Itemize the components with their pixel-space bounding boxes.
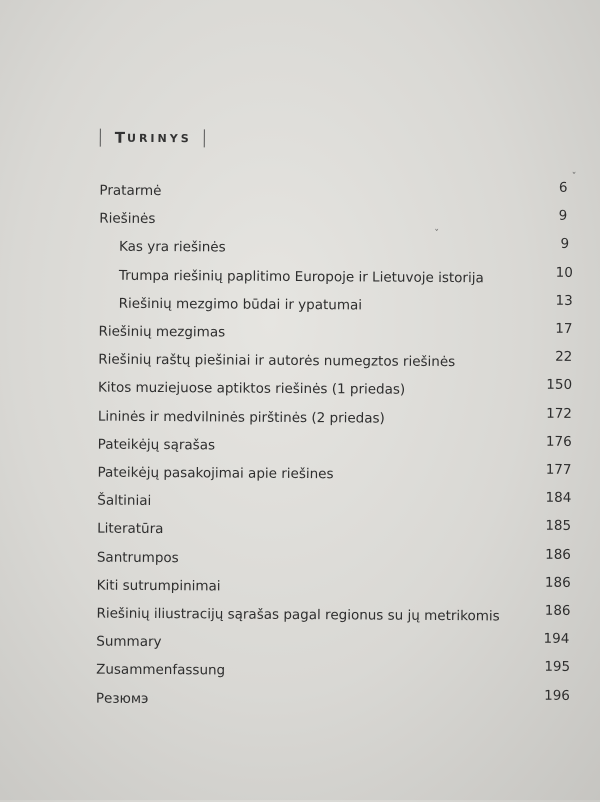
- toc-entry: [0, 348, 600, 375]
- toc-entry: [0, 661, 598, 685]
- toc-entry-page: 186: [545, 546, 571, 563]
- stray-mark-icon: ˇ: [571, 171, 577, 183]
- toc-entry-title: Резюмэ: [95, 690, 149, 707]
- toc-entry: [1, 264, 600, 291]
- toc-entry-title: Riešinių mezgimas: [98, 323, 226, 341]
- toc-entry-page: 186: [544, 602, 571, 619]
- toc-entry: [0, 461, 600, 488]
- toc-entry-title: Literatūra: [97, 520, 164, 538]
- heading-initial: T: [114, 128, 128, 147]
- toc-entry-page: 196: [544, 687, 570, 704]
- toc-entry-page: 10: [555, 264, 573, 281]
- toc-entry-title: Riešinių iliustracijų sąrašas pagal regionus su jų metrikomis: [96, 605, 500, 625]
- toc-entry-page: 13: [555, 292, 573, 309]
- toc-entry-title: Pateikėjų pasakojimai apie riešines: [97, 464, 334, 483]
- toc-entry-page: 150: [546, 377, 573, 394]
- toc-entry: [0, 602, 599, 629]
- toc-entry-title: Pratarmė: [99, 182, 162, 200]
- toc-entry: [0, 320, 600, 347]
- toc-entry: [0, 689, 598, 713]
- toc-entry-page: 9: [560, 236, 570, 253]
- toc-entry-title: Kitos muziejuose aptiktos riešinės (1 priedas): [98, 379, 406, 399]
- toc-entry-page: 194: [543, 630, 570, 648]
- toc-entry-title: Trumpa riešinių paplitimo Europoje ir Lietuvoje istorija: [118, 267, 484, 286]
- toc-entry: [0, 407, 600, 431]
- toc-entry: [1, 207, 600, 234]
- toc-entry: [0, 520, 599, 544]
- toc-entry-title: Pateikėjų sąrašas: [97, 436, 216, 454]
- toc-entry-page: 176: [545, 433, 572, 450]
- toc-entry-title: Zusammenfassung: [96, 661, 226, 679]
- toc-entry: [0, 379, 600, 403]
- toc-entry-page: 195: [544, 659, 571, 676]
- toc-entry: [0, 489, 599, 516]
- toc-entry: [0, 630, 598, 657]
- toc-entry-page: 6: [558, 179, 568, 196]
- toc-entry-title: Riešinių mezgimo būdai ir ypatumai: [118, 295, 363, 314]
- toc-entry-page: 17: [555, 320, 573, 337]
- toc-entry-page: 185: [545, 518, 572, 535]
- toc-entry-page: 177: [545, 461, 572, 478]
- toc-entry-page: 184: [545, 489, 572, 507]
- toc-entry: [1, 292, 600, 319]
- stray-mark-icon: ˇ: [434, 228, 440, 240]
- toc-entry-title: Riešinės: [99, 210, 156, 228]
- toc-entry-page: 9: [558, 207, 568, 225]
- toc-entry-title: Riešinių raštų piešiniai ir autorės numegztos riešinės: [98, 351, 456, 371]
- toc-entry-title: Kiti sutrumpinimai: [96, 577, 221, 595]
- toc-entry-page: 186: [544, 574, 571, 591]
- toc-entry: [1, 238, 600, 262]
- heading-rest: URINYS: [127, 131, 192, 145]
- toc-entry-title: Šaltiniai: [97, 492, 152, 510]
- toc-entry-title: Summary: [96, 633, 162, 651]
- toc-entry: [0, 548, 599, 572]
- toc-entry: [1, 179, 600, 206]
- toc-entry-title: Kas yra riešinės: [119, 239, 226, 256]
- toc-entry-title: Lininės ir medvilninės pirštinės (2 priedas): [97, 408, 385, 427]
- toc-entry: [0, 574, 599, 601]
- toc-entry-title: Santrumpos: [96, 549, 179, 566]
- toc-entry-page: 22: [555, 348, 573, 366]
- toc-entry: [0, 433, 600, 460]
- toc-entry-page: 172: [546, 405, 572, 422]
